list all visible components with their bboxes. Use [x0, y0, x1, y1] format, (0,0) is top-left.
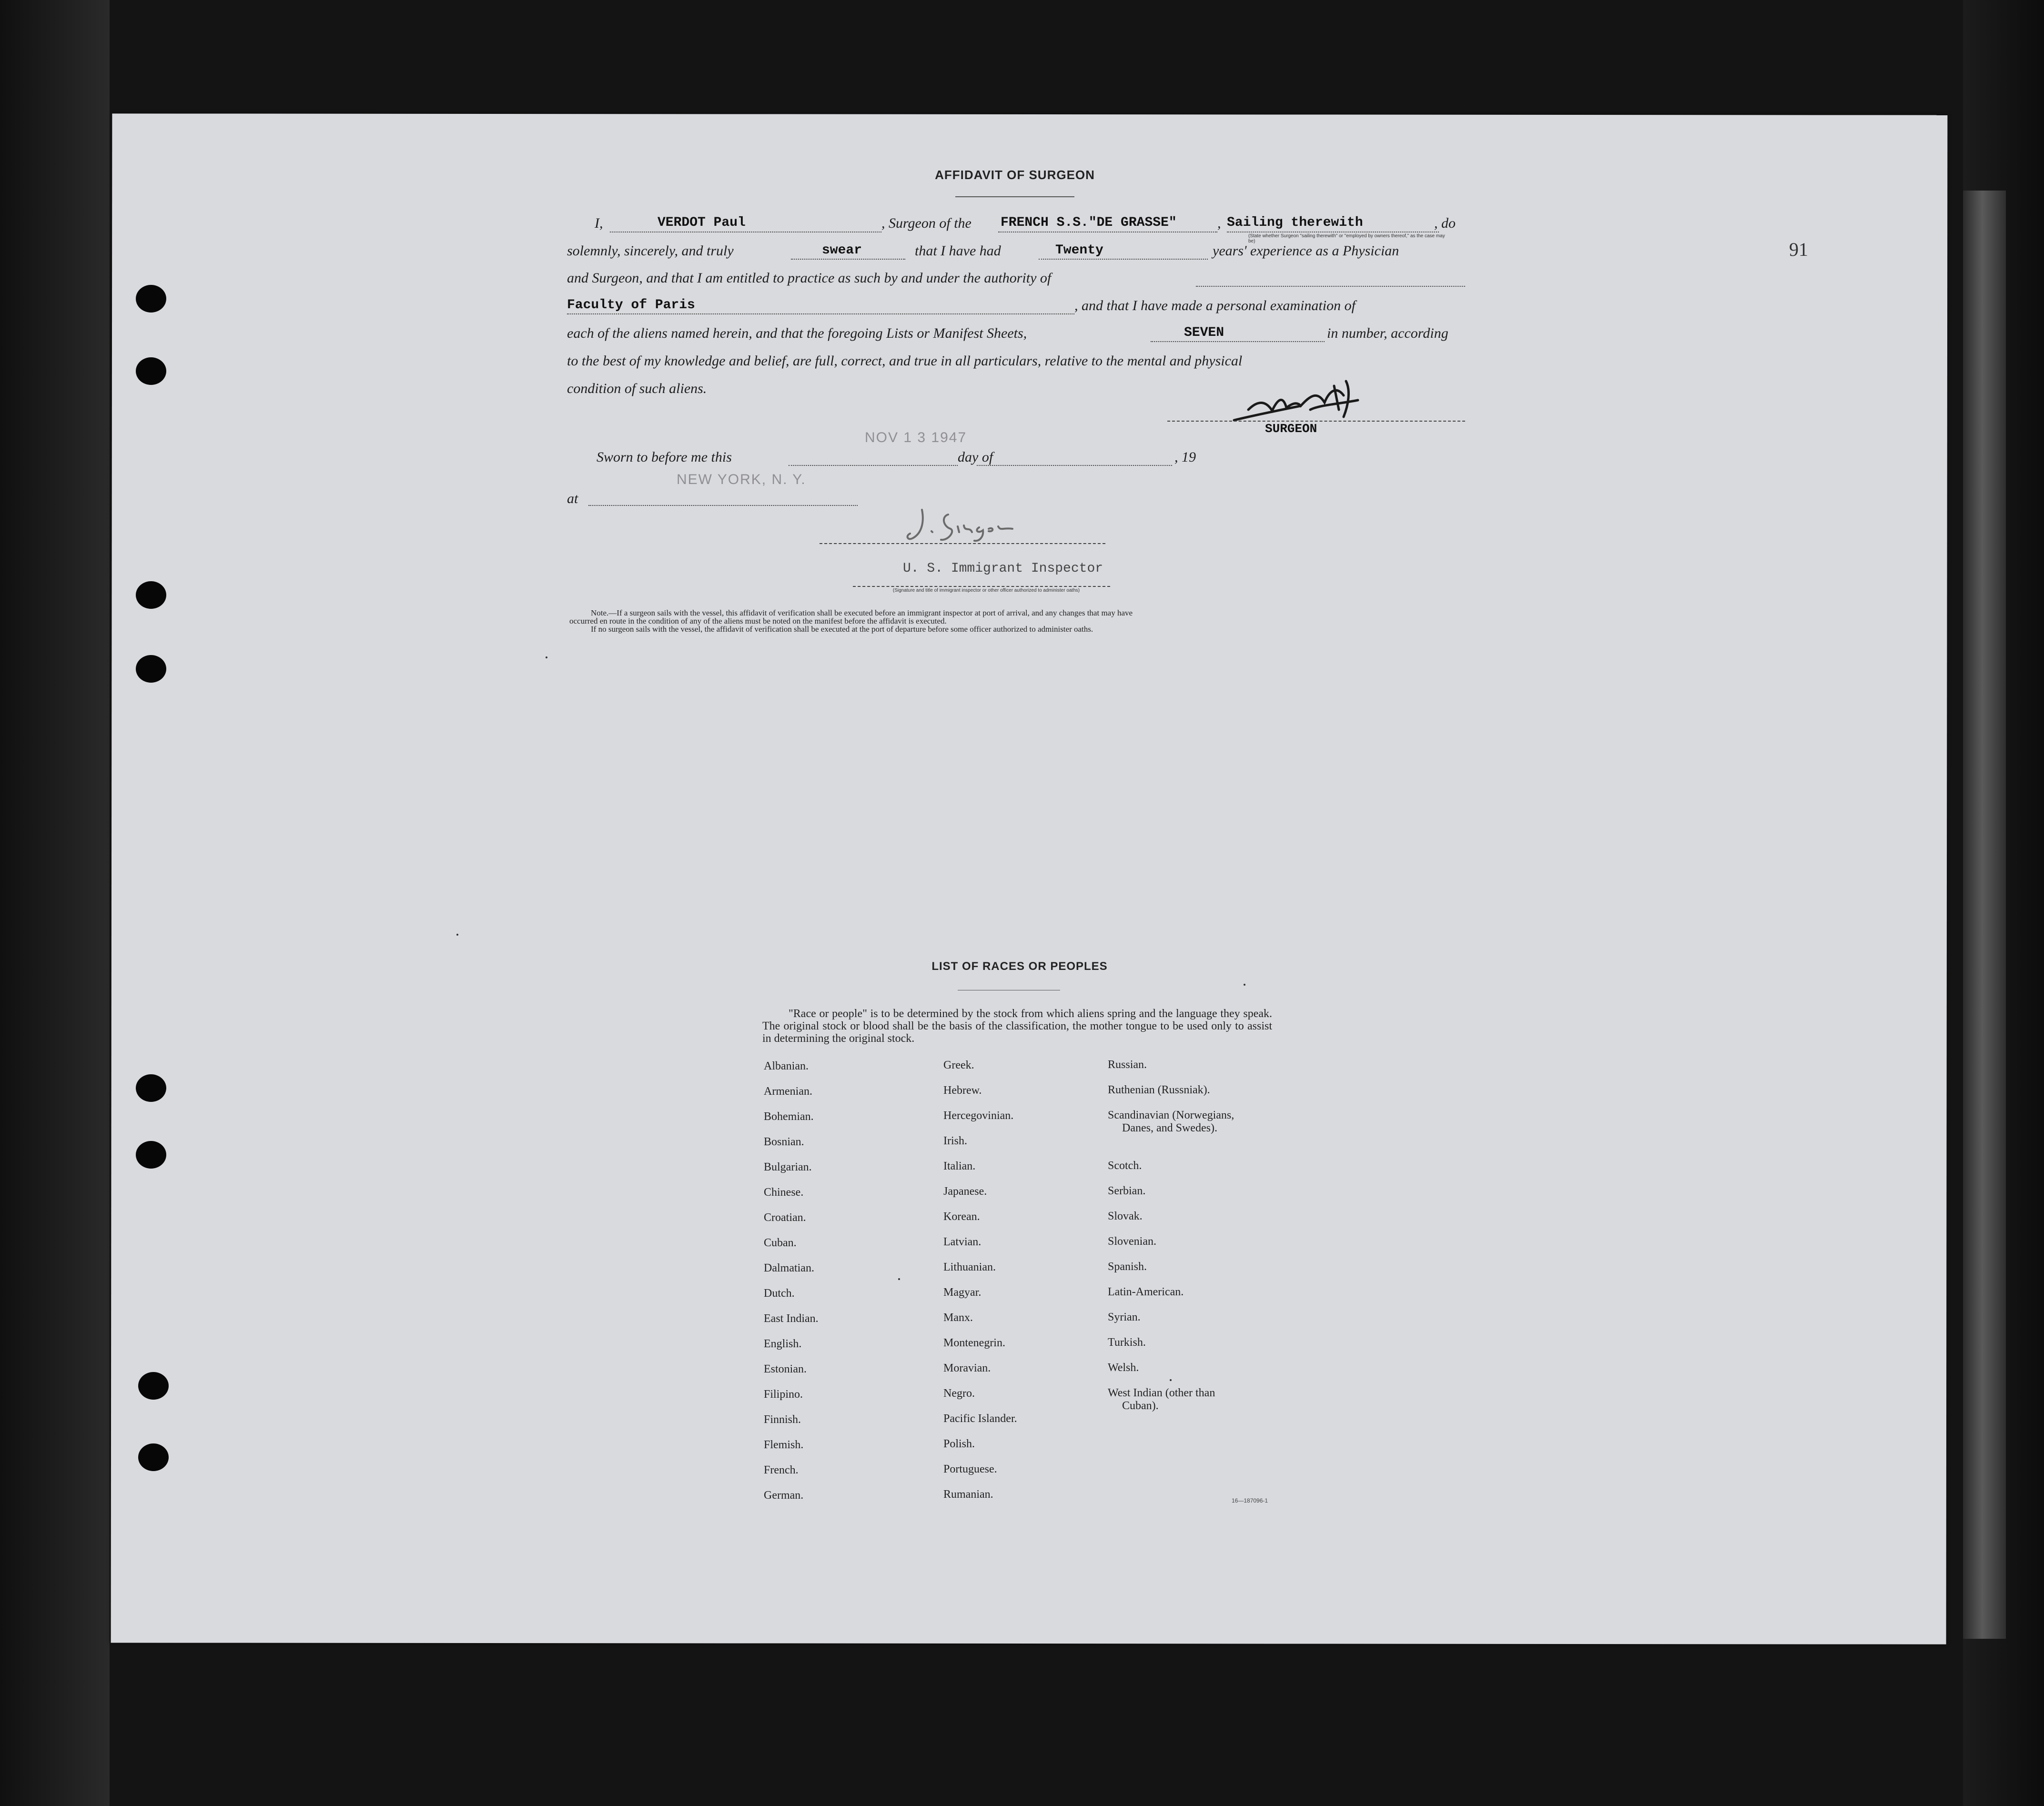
race-item: Spanish. [1108, 1261, 1147, 1273]
speck [1244, 984, 1245, 986]
race-item: Hebrew. [943, 1084, 982, 1097]
punch-hole [136, 1141, 166, 1169]
race-item: Dutch. [764, 1287, 795, 1300]
affidavit-line-6 [567, 353, 1465, 377]
vessel-name: FRENCH S.S."DE GRASSE" [1001, 215, 1177, 230]
race-item: Cuban). [1122, 1400, 1159, 1412]
affidavit-title: AFFIDAVIT OF SURGEON [935, 168, 1095, 182]
condition-text: condition of such aliens. [567, 381, 707, 396]
sworn-day-underline [789, 465, 958, 466]
race-item: Moravian. [943, 1362, 991, 1374]
knowledge-text: to the best of my knowledge and belief, are full, correct, and true in all particulars, relative to the mental and physical [567, 353, 1243, 369]
race-item: German. [764, 1489, 804, 1502]
race-item: Lithuanian. [943, 1261, 996, 1273]
speck [546, 656, 547, 658]
authority-underline [1196, 286, 1465, 287]
race-item: Russian. [1108, 1059, 1147, 1071]
year-text: , 19 [1174, 449, 1196, 465]
authority-name: Faculty of Paris [567, 298, 695, 313]
affidavit-line-4 [567, 298, 1465, 322]
race-item: Ruthenian (Russniak). [1108, 1084, 1210, 1096]
note-line: Note.—If a surgeon sails with the vessel, this affidavit of verification shall be executed before an immigrant inspector at port of arrival, and any changes that may have [591, 608, 1133, 617]
surgeon-status: Sailing therewith [1227, 215, 1363, 230]
speck [1170, 1379, 1172, 1381]
sworn-text: Sworn to before me this [597, 449, 732, 465]
surgeon-of-text: , Surgeon of the [881, 215, 971, 231]
races-intro: "Race or people" is to be determined by the stock from which aliens spring and the language they speak. The original stock or blood shall be the basis of the classification, the mother tongue to be used only to assist in determining the original stock. [762, 1008, 1272, 1045]
foregoing-text: each of the aliens named herein, and that the foregoing Lists or Manifest Sheets, [567, 325, 1027, 341]
sheets-underline [1151, 341, 1325, 342]
race-item: Rumanian. [943, 1488, 993, 1501]
race-item: Cuban. [764, 1237, 797, 1249]
oath-word: swear [822, 243, 862, 258]
examination-text: , and that I have made a personal examination of [1074, 298, 1356, 313]
film-frame-left [0, 0, 110, 1806]
race-item: Finnish. [764, 1413, 801, 1426]
race-item: Negro. [943, 1387, 975, 1400]
surgeon-name: VERDOT Paul [658, 215, 746, 230]
inspector-signature-line [820, 543, 1105, 544]
race-item: Manx. [943, 1312, 973, 1324]
race-item: French. [764, 1464, 799, 1476]
race-item: Syrian. [1108, 1311, 1141, 1323]
race-item: Irish. [943, 1135, 967, 1147]
oath-underline [791, 259, 905, 260]
sworn-month-underline [977, 465, 1172, 466]
race-item: Hercegovinian. [943, 1110, 1014, 1122]
inspector-signature [903, 503, 1046, 545]
race-item: Latin-American. [1108, 1286, 1184, 1298]
race-item: Estonian. [764, 1363, 807, 1375]
race-item: Slovak. [1108, 1210, 1143, 1222]
years-experience: Twenty [1055, 243, 1103, 258]
solemnly-text: solemnly, sincerely, and truly [567, 243, 734, 259]
race-item: Slovenian. [1108, 1235, 1156, 1248]
race-item: Scandinavian (Norwegians, [1108, 1109, 1234, 1121]
surgeon-label: SURGEON [1265, 422, 1317, 436]
at-text: at [567, 491, 578, 506]
race-item: Welsh. [1108, 1362, 1139, 1374]
race-item: Polish. [943, 1438, 975, 1450]
affidavit-line-3 [567, 270, 1465, 294]
race-item: Greek. [943, 1059, 974, 1071]
race-item: Magyar. [943, 1286, 982, 1299]
inspector-caption: (Signature and title of immigrant inspector or other officer authorized to administer oaths) [892, 588, 1080, 593]
race-item: Pacific Islander. [943, 1413, 1017, 1425]
date-stamp: NOV 1 3 1947 [865, 430, 967, 445]
punch-hole [136, 357, 166, 385]
race-item: Bohemian. [764, 1110, 814, 1123]
punch-hole [136, 655, 166, 683]
affidavit-line-2 [567, 243, 1465, 267]
punch-hole [136, 1074, 166, 1102]
race-item: Turkish. [1108, 1336, 1146, 1349]
place-underline [588, 505, 858, 506]
race-item: English. [764, 1338, 802, 1350]
race-item: West Indian (other than [1108, 1387, 1215, 1399]
had-text: that I have had [915, 243, 1001, 259]
affidavit-line-5 [567, 325, 1465, 349]
race-item: Bosnian. [764, 1136, 804, 1148]
punch-hole [136, 285, 166, 313]
race-item: Japanese. [943, 1185, 987, 1198]
do-text: , do [1434, 215, 1456, 231]
note-line: occurred en route in the condition of any of the aliens must be noted on the manifest before the affidavit is executed. [569, 616, 947, 626]
races-title: LIST OF RACES OR PEOPLES [931, 960, 1108, 973]
punch-hole [138, 1443, 169, 1471]
race-item: Serbian. [1108, 1185, 1146, 1197]
experience-text: years' experience as a Physician [1213, 243, 1399, 259]
title-underline [955, 196, 1074, 197]
inspector-title-line [853, 586, 1110, 587]
race-item: East Indian. [764, 1312, 819, 1325]
inspector-label: U. S. Immigrant Inspector [903, 561, 1103, 576]
speck [456, 934, 458, 936]
race-item: Scotch. [1108, 1160, 1142, 1172]
race-item: Armenian. [764, 1085, 812, 1098]
according-text: in number, according [1327, 325, 1448, 341]
speck [898, 1278, 900, 1280]
race-item: Croatian. [764, 1211, 806, 1224]
day-of-text: day of [958, 449, 993, 465]
race-item: Filipino. [764, 1388, 803, 1401]
affidavit-i: I, [595, 215, 603, 231]
race-item: Flemish. [764, 1439, 804, 1451]
status-note: (State whether Surgeon "sailing therewith" or "employed by owners thereof," as the case may be) [1248, 233, 1445, 244]
note-line: If no surgeon sails with the vessel, the affidavit of verification shall be executed at the port of departure before some officer authorized to administer oaths. [591, 625, 1093, 634]
affidavit-note [569, 609, 1465, 633]
punch-hole [138, 1372, 169, 1400]
authority-name-underline [567, 313, 1074, 314]
manifest-sheets-count: SEVEN [1184, 325, 1224, 340]
page-number: 91 [1789, 239, 1808, 260]
race-item: Korean. [943, 1211, 980, 1223]
race-item: Italian. [943, 1160, 976, 1172]
punch-hole [136, 581, 166, 609]
race-item: Dalmatian. [764, 1262, 814, 1274]
years-underline [1039, 259, 1208, 260]
place-stamp: NEW YORK, N. Y. [677, 472, 806, 487]
film-strip [1963, 191, 2006, 1639]
comma: , [1217, 215, 1221, 231]
race-item: Chinese. [764, 1186, 804, 1199]
race-item: Albanian. [764, 1060, 809, 1072]
form-code: 16—187096-1 [1232, 1497, 1268, 1504]
sworn-line [567, 449, 1465, 473]
race-item: Montenegrin. [943, 1337, 1005, 1349]
race-item: Bulgarian. [764, 1161, 812, 1173]
race-item: Latvian. [943, 1236, 982, 1248]
race-item: Portuguese. [943, 1463, 997, 1475]
authority-text: and Surgeon, and that I am entitled to practice as such by and under the authority of [567, 270, 1052, 286]
race-item: Danes, and Swedes). [1122, 1122, 1217, 1134]
